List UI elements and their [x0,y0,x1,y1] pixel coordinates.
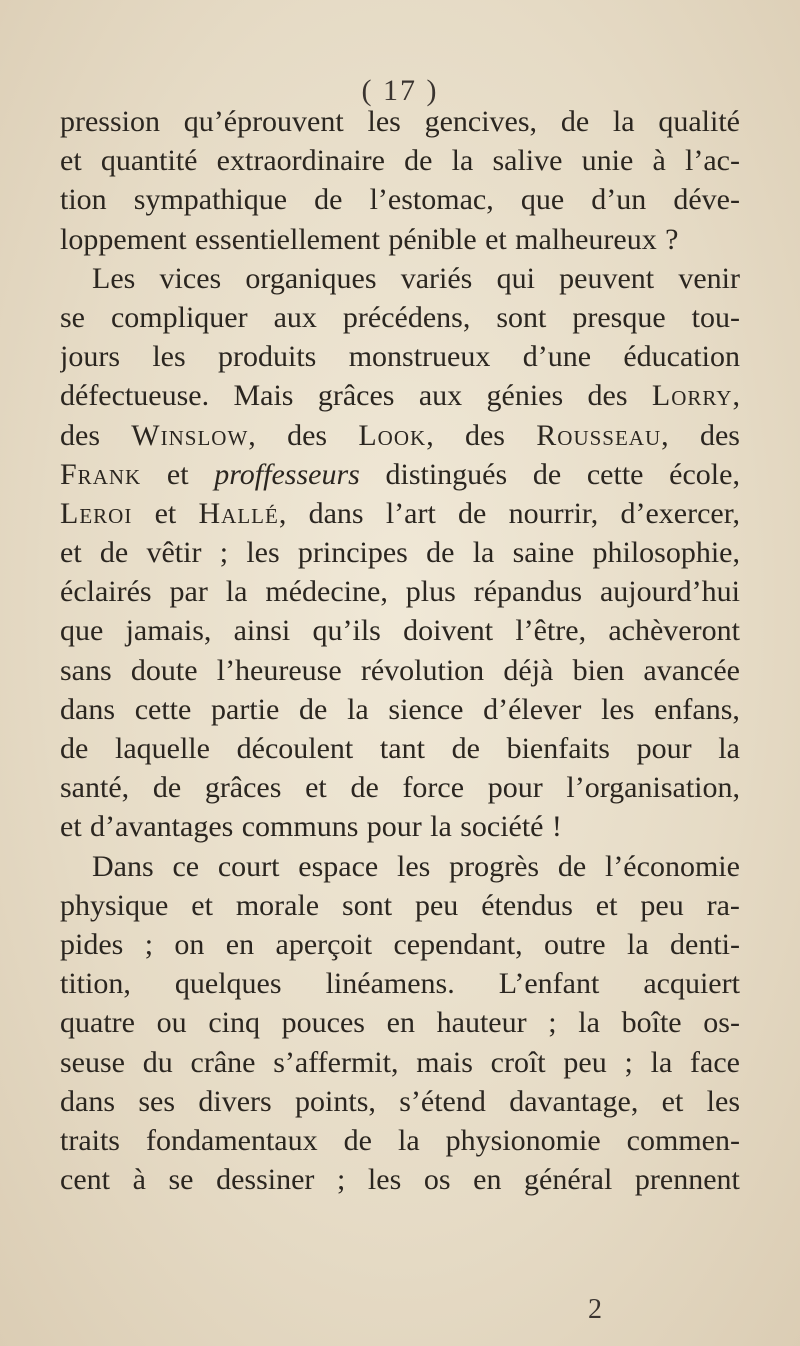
word: s’étend [399,1084,486,1118]
word: qui [496,261,535,295]
word: pour [487,771,543,805]
word: traits [60,1123,120,1157]
word: les [246,536,280,570]
word: génies [486,379,564,413]
word: tant [379,732,425,765]
word: Winslow, [131,418,256,452]
word: de [343,1123,372,1157]
word: hauteur [436,1006,527,1040]
word: étendus [481,888,573,922]
word: de [532,457,562,491]
word: santé, [60,771,130,805]
word: cinq [208,1006,260,1040]
word: l’ac- [685,144,740,178]
text-line [60,1082,740,1121]
word: d’élever [483,692,582,726]
word: ! [551,810,562,844]
word: loppement [60,222,187,256]
word: sont [496,300,547,334]
word: l’heureuse [216,653,342,687]
word: laquelle [115,732,210,765]
word: court [217,849,280,883]
word: des [287,418,328,452]
word: la [718,732,740,765]
word: l’art [385,496,436,530]
text-line [60,1003,740,1042]
word: des [60,418,100,452]
word: bien [572,653,625,687]
text-line [60,729,740,768]
word: croît [490,1045,546,1079]
word: de [560,105,590,138]
text-line [60,768,740,807]
word: ce [172,849,200,883]
word: sans [60,653,112,687]
word: quantité [100,144,198,178]
word: Frank [60,457,142,491]
word: que [60,614,104,648]
word: principes [297,536,408,570]
text-line [60,533,740,572]
word: dans [60,692,115,726]
word: Rousseau, [536,418,669,452]
word: pouces [281,1006,365,1040]
word: davantage, [509,1084,639,1118]
word: grâces [204,771,282,805]
text-line [60,886,740,925]
word: ; [336,1163,346,1197]
word: divers [198,1084,272,1118]
text-line [60,416,740,455]
word: cent [60,1163,110,1197]
text-line [60,1160,740,1199]
word: tion [60,183,107,217]
word: vêtir [146,536,202,570]
word: achèveront [608,614,740,648]
page-number: ( 17 ) [361,74,439,107]
word: de [458,496,487,530]
word: de [99,536,129,570]
word: cependant, [393,927,523,961]
word: ra- [706,888,740,922]
word: commen- [626,1123,740,1157]
word: de [404,144,433,178]
text-line [60,1121,740,1160]
word: l’être, [515,614,587,648]
word: et [191,888,213,922]
word: la [397,1123,420,1157]
word: l’organisation, [566,771,740,805]
word: jours [60,340,120,374]
word: de [299,692,328,726]
text-line [60,1043,740,1082]
word: les [706,1084,740,1118]
word: à [132,1163,146,1197]
text-line [60,690,740,729]
word: de [350,771,379,805]
word: enfans, [654,692,740,726]
word: mais [416,1045,473,1079]
word: sont [342,888,393,922]
word: société [460,810,544,844]
word: peu [640,888,684,922]
word: peu [414,888,459,922]
word: des [587,379,628,413]
word: boîte [621,1006,682,1040]
word: cette [134,692,192,726]
word: peu [563,1045,607,1079]
word: malheureux [515,222,657,256]
word: vices [159,261,222,295]
text-line [60,494,740,533]
word: de [60,732,89,765]
word: os [423,1163,451,1197]
text-line [60,964,740,1003]
word: la [626,927,649,961]
word: grâces [317,379,395,413]
word: Leroi [60,496,133,530]
text-line [60,847,740,886]
word: philosophie, [592,536,740,570]
word: d’un [591,183,647,217]
word: Lorry, [651,379,740,413]
word: déve- [673,183,740,217]
word: se [168,1163,194,1197]
word: aux [273,300,317,334]
word: de [152,771,182,805]
text-line [60,102,740,141]
word: dessiner [216,1163,315,1197]
word: unie [581,144,634,178]
word: physique [60,888,169,922]
word: essentiellement [195,222,380,256]
word: du [142,1045,173,1079]
word: et [60,536,82,570]
word: avancée [643,653,740,687]
word: la [347,692,369,726]
word: monstrueux [348,340,491,374]
word: nourrir, [508,496,599,530]
word: la [612,105,635,138]
word: ? [665,222,679,256]
word: les [152,340,186,374]
word: de [451,732,480,765]
word: linéamens. [325,967,455,1001]
word: pression [60,105,160,138]
word: aujourd’hui [599,575,740,609]
word: à [652,144,666,178]
text-line [60,337,740,376]
word: Look, [358,418,434,452]
text-line [60,807,740,846]
word: aux [418,379,463,413]
word: découlent [236,732,354,765]
word: et [60,810,82,844]
word: bienfaits [506,732,610,765]
word: proffesseurs [214,457,360,491]
printer-signature-mark: 2 [588,1294,602,1325]
word: peuvent [559,261,655,295]
body-text [60,102,740,1199]
word: la [225,575,248,609]
word: progrès [449,849,540,883]
text-line [60,651,740,690]
text-line [60,572,740,611]
text-line [60,611,740,650]
word: médecine, [265,575,388,609]
word: points, [295,1084,376,1118]
word: physionomie [445,1123,601,1157]
word: défectueuse. [60,379,210,413]
word: os- [703,1006,740,1040]
text-line [60,141,740,180]
word: morale [235,888,320,922]
word: ainsi [233,614,291,648]
word: outre [543,927,606,961]
text-line [60,298,740,337]
word: se [60,300,85,334]
word: qualité [658,105,740,138]
word: ses [138,1084,176,1118]
word: déjà [503,653,554,687]
word: les [367,105,401,138]
word: prennent [634,1163,740,1197]
word: force [402,771,465,805]
word: et [485,222,507,256]
word: partie [211,692,280,726]
word: acquiert [643,967,740,1001]
text-line [60,259,740,298]
word: et [154,496,177,530]
word: la [472,536,495,570]
word: on [174,927,205,961]
word: d’une [522,340,592,374]
word: pour [366,810,422,844]
word: éducation [623,340,740,374]
word: sience [388,692,464,726]
word: l’estomac, [369,183,494,217]
word: dans [60,1084,115,1118]
word: distingués [385,457,508,491]
word: quatre [60,1006,135,1040]
word: général [524,1163,613,1197]
word: de [426,536,455,570]
word: tition, [60,967,131,1001]
text-line [60,180,740,219]
word: pour [636,732,692,765]
word: en [225,927,255,961]
word: répandus [473,575,583,609]
word: précédens, [342,300,471,334]
word: ; [624,1045,633,1079]
word: quelques [174,967,282,1001]
word: et [166,457,189,491]
word: plus [405,575,456,609]
word: compliquer [110,300,248,334]
word: doivent [403,614,494,648]
word: ; [548,1006,557,1040]
word: pides [60,927,124,961]
word: aperçoit [275,927,373,961]
word: saine [512,536,575,570]
text-line [60,376,740,415]
word: L’enfant [498,967,600,1001]
word: Hallé, [198,496,287,530]
word: espace [298,849,379,883]
word: par [169,575,208,609]
word: extraordinaire [216,144,385,178]
word: en [386,1006,415,1040]
word: d’exercer, [620,496,740,530]
word: des [464,418,505,452]
word: Mais [233,379,294,413]
word: communs [241,810,359,844]
word: les [367,1163,402,1197]
word: face [690,1045,740,1079]
word: denti- [670,927,740,961]
word: révolution [360,653,485,687]
word: des [699,418,740,452]
word: les [397,849,431,883]
word: que [520,183,565,217]
word: la [650,1045,673,1079]
word: variés [400,261,473,295]
word: la [430,810,452,844]
word: d’avantages [90,810,234,844]
word: jamais, [125,614,212,648]
word: seuse [60,1045,125,1079]
word: crâne [190,1045,256,1079]
word: la [578,1006,600,1040]
word: et [661,1084,684,1118]
word: dans [308,496,364,530]
word: pénible [388,222,477,256]
text-line [60,925,740,964]
text-line [60,455,740,494]
word: ; [219,536,229,570]
word: les [601,692,635,726]
text-line [60,220,740,259]
word: l’économie [604,849,740,883]
word: ou [156,1006,187,1040]
word: éclairés [60,575,152,609]
word: venir [678,261,740,295]
word: fondamentaux [146,1123,318,1157]
word: Les [92,261,136,295]
word: Dans [92,849,154,883]
word: produits [218,340,317,374]
word: presque [572,300,666,334]
word: et [305,771,327,805]
word: qu’ils [312,614,381,648]
word: sympathique [133,183,288,217]
word: et [595,888,618,922]
word: s’affermit, [273,1045,399,1079]
word: cette [586,457,644,491]
word: salive [492,144,563,178]
word: et [60,144,82,178]
word: doute [130,653,198,687]
word: la [451,144,474,178]
word: de [557,849,587,883]
word: ; [144,927,154,961]
word: qu’éprouvent [183,105,344,138]
word: de [314,183,343,217]
word: en [473,1163,502,1197]
word: organiques [245,261,377,295]
word: gencives, [424,105,538,138]
word: école, [669,457,740,491]
word: tou- [691,300,740,334]
